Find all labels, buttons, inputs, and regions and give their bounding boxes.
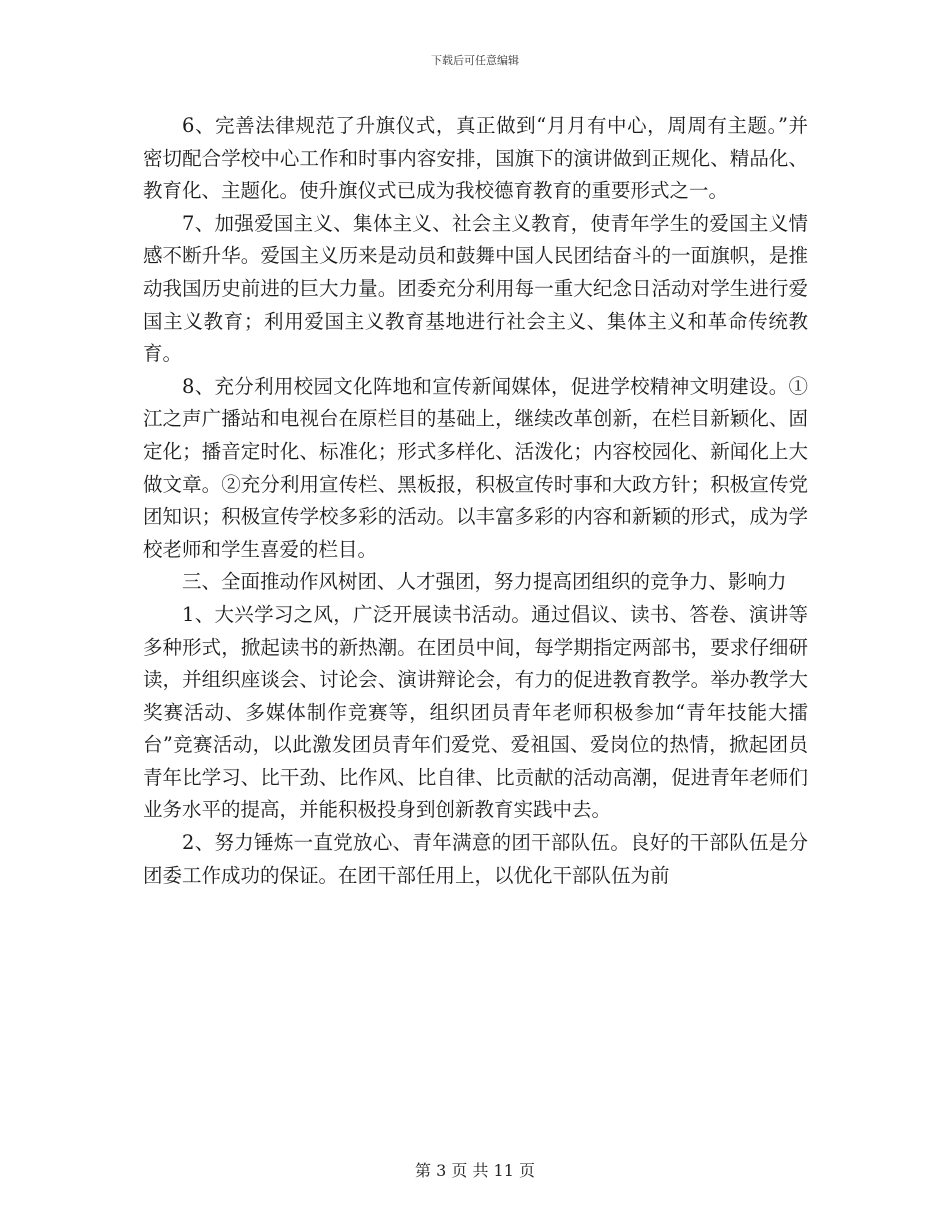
paragraph-item-8: 8、充分利用校园文化阵地和宣传新闻媒体，促进学校精神文明建设。①江之声广播站和电视台在原栏目的基础上，继续改革创新，在栏目新颖化、固定化；播音定时化、标准化；形式多样化、活泼化；内容校园化、新闻化上大做文章。②充分利用宣传栏、黑板报，积极宣传时事和大政方针；积极宣传党团知识；积极宣传学校多彩的活动。以丰富多彩的内容和新颖的形式，成为学校老师和学生喜爱的栏目。 xyxy=(143,374,808,561)
paragraph-item-7: 7、加强爱国主义、集体主义、社会主义教育，使青年学生的爱国主义情感不断升华。爱国主义历来是动员和鼓舞中国人民团结奋斗的一面旗帜，是推动我国历史前进的巨大力量。团委充分利用每一重大纪念日活动对学生进行爱国主义教育；利用爱国主义教育基地进行社会主义、集体主义和革命传统教育。 xyxy=(143,211,808,366)
section-heading-3: 三、全面推动作风树团、人才强团，努力提高团组织的竞争力、影响力 xyxy=(182,570,787,594)
paragraph-item-6: 6、完善法律规范了升旗仪式，真正做到“月月有中心，周周有主题。”并密切配合学校中心工作和时事内容安排，国旗下的演讲做到正规化、精品化、教育化、主题化。使升旗仪式已成为我校德育教育的重要形式之一。 xyxy=(143,114,808,203)
page-number-footer: 第 3 页 共 11 页 xyxy=(415,1161,535,1180)
paragraph-item-1: 1、大兴学习之风，广泛开展读书活动。通过倡议、读书、答卷、演讲等多种形式，掀起读书的新热潮。在团员中间，每学期指定两部书，要求仔细研读，并组织座谈会、讨论会、演讲辩论会，有力的促进教育教学。举办教学大奖赛活动、多媒体制作竞赛等，组织团员青年老师积极参加“青年技能大擂台”竞赛活动，以此激发团员青年们爱党、爱祖国、爱岗位的热情，掀起团员青年比学习、比干劲、比作风、比自律、比贡献的活动高潮，促进青年老师们业务水平的提高，并能积极投身到创新教育实践中去。 xyxy=(143,602,808,822)
paragraph-item-2: 2、努力锤炼一直党放心、青年满意的团干部队伍。良好的干部队伍是分团委工作成功的保证。在团干部任用上，以优化干部队伍为前 xyxy=(143,831,808,887)
page-header-note: 下载后可任意编辑 xyxy=(431,54,519,67)
document-body xyxy=(143,110,808,892)
